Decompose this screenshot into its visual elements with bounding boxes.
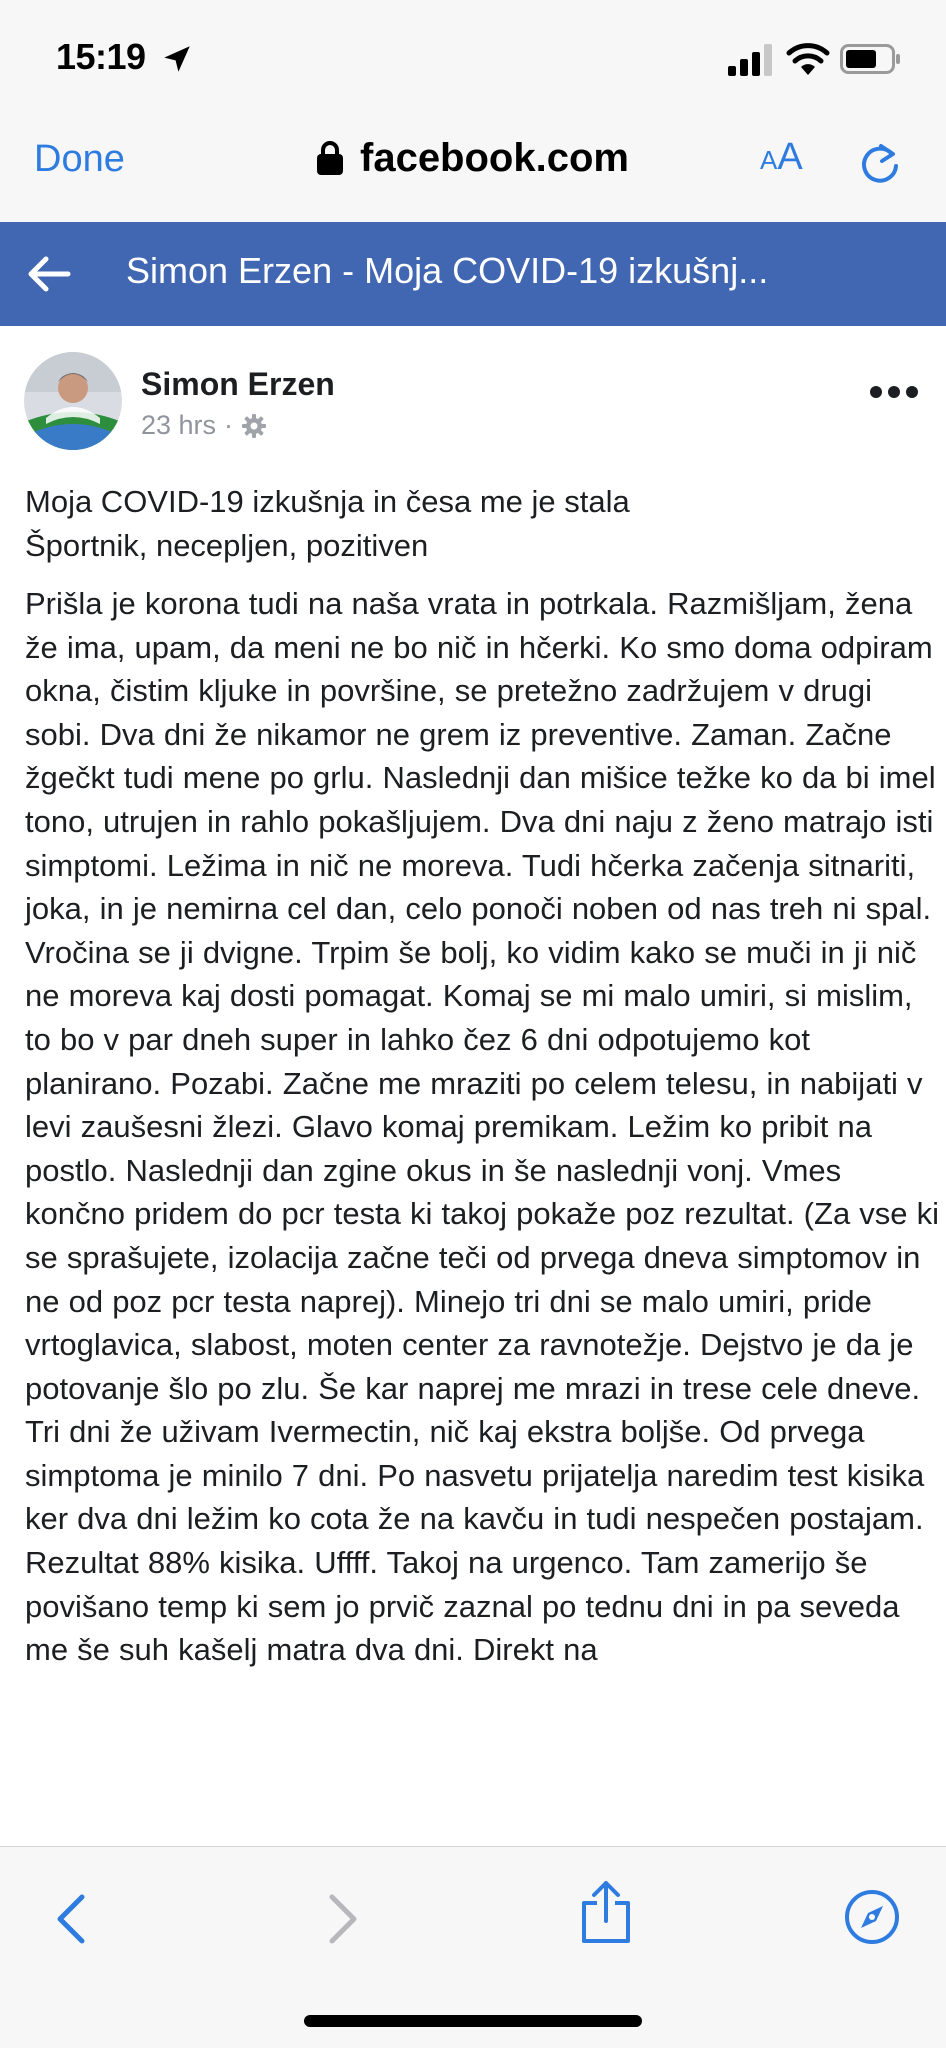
post-body: Prišla je korona tudi na naša vrata in potrkala. Razmišljam, žena že ima, upam, da meni ne bo nič in hčerki. Ko smo doma odpiram okna, čistim kljuke in površine, se pretežno zadržujem v drugi sobi. Dva dni že nikamor ne grem iz preventive. Zaman. Začne žgečkt tudi mene po grlu. Naslednji dan mišice težke ko da bi imel tono, utrujen in rahlo pokašljujem. Dva dni naju z ženo matrajo isti simptomi. Ležima in nič ne moreva. Tudi hčerka začenja sitnariti, joka, in je nemirna cel dan, celo ponoči noben od nas treh ni spal. Vročina se ji dvigne. Trpim še bolj, ko vidim kako se muči in ji nič ne moreva kaj dosti pomagat. Komaj se mi malo umiri, si mislim, to bo v par dneh super in lahko čez 6 dni odpotujemo kot planirano. Pozabi. Začne me mraziti po celem telesu, in nabijati v levi zaušesni žlezi. Glavo komaj premikam. Ležim ko pribit na postlo. Naslednji dan zgine okus in še naslednji vonj. Vmes končno pridem do pcr testa ki takoj pokaže poz rezultat. (Za vse ki se sprašujete, izolacija začne teči od prvega dneva simptomov in ne od poz pcr testa naprej). Minejo tri dni se malo umiri, pride vrtoglavica, slabost, moten center za ravnotežje. Dejstvo je da je potovanje šlo po zlu. Še kar naprej me mrazi in trese cele dneve. Tri dni že uživam Ivermectin, nič kaj ekstra boljše. Od prvega simptoma je minilo 7 dni. Po nasvetu prijatelja naredim test kisika ker dva dni ležim ko cota že na kavču in tudi nespečen postajam. Rezultat 88% kisika. Uffff. Takoj na urgenco. Tam zamerijo še povišano temp ki sem jo prvič zaznal po tednu dni in pa seveda me še suh kašelj matra dva dni. Direkt na bbox=[25, 586, 940, 1668]
compass-icon[interactable] bbox=[844, 1889, 900, 1945]
share-icon[interactable] bbox=[578, 1879, 634, 1945]
browser-toolbar bbox=[0, 1846, 946, 2048]
avatar-image bbox=[24, 352, 122, 450]
home-indicator bbox=[304, 2015, 642, 2027]
author-name[interactable]: Simon Erzen bbox=[141, 366, 335, 402]
status-time: 15:19 bbox=[56, 36, 146, 77]
battery-icon bbox=[840, 44, 902, 74]
url-text: facebook.com bbox=[360, 135, 629, 180]
forward-icon[interactable] bbox=[322, 1891, 362, 1947]
post-title: Simon Erzen - Moja COVID-19 izkušnj... bbox=[126, 250, 769, 291]
wifi-icon bbox=[786, 42, 830, 76]
post-meta bbox=[141, 410, 267, 441]
post-heading-line-2: Športnik, necepljen, pozitiven bbox=[25, 528, 429, 563]
meta-separator: · bbox=[224, 410, 234, 440]
reload-icon[interactable] bbox=[856, 140, 904, 188]
post-heading-line-1: Moja COVID-19 izkušnja in česa me je stala bbox=[25, 484, 630, 519]
lock-icon bbox=[316, 140, 344, 176]
privacy-gear-icon bbox=[241, 413, 267, 439]
text-size-small-label: A bbox=[760, 145, 778, 175]
more-options-icon[interactable] bbox=[868, 380, 920, 404]
post-time[interactable]: 23 hrs bbox=[141, 410, 217, 440]
avatar[interactable] bbox=[24, 352, 122, 450]
facebook-header bbox=[0, 222, 946, 326]
text-size-button[interactable] bbox=[760, 136, 803, 179]
back-icon[interactable] bbox=[52, 1891, 92, 1947]
url-field[interactable] bbox=[316, 134, 629, 182]
cellular-signal-icon bbox=[728, 44, 774, 76]
back-arrow-icon[interactable] bbox=[26, 252, 72, 296]
browser-address-bar bbox=[0, 100, 946, 222]
location-arrow-icon bbox=[160, 42, 194, 76]
post-heading bbox=[25, 480, 925, 568]
text-size-large-label: A bbox=[777, 136, 803, 178]
done-button[interactable]: Done bbox=[34, 138, 125, 180]
